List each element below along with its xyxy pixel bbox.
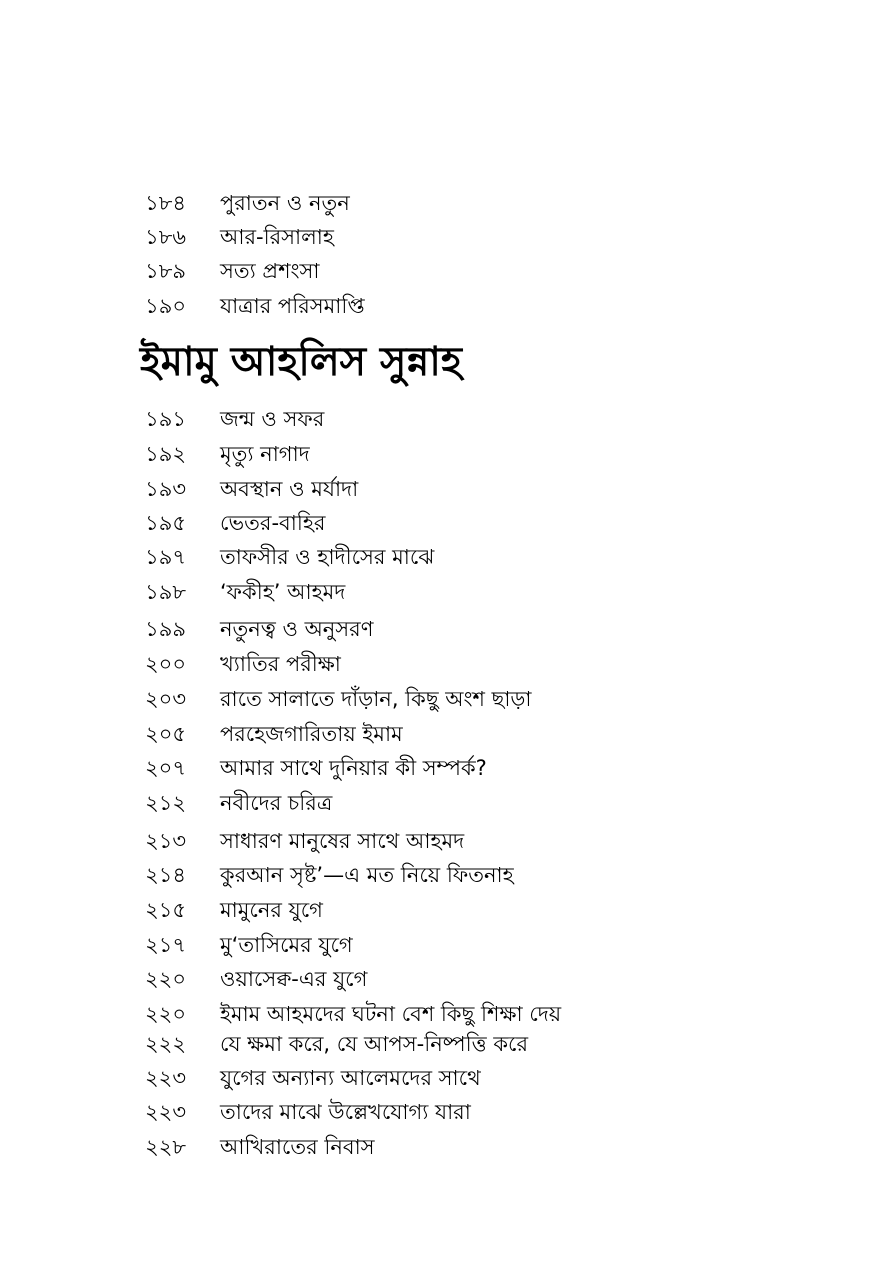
toc-entry — [0, 506, 870, 540]
entry-title: তাফসীর ও হাদীসের মাঝে — [220, 545, 435, 569]
entry-title: ভেতর-বাহির — [220, 511, 326, 535]
toc-entry — [0, 1095, 870, 1129]
page-number: ২০০ — [145, 652, 186, 676]
toc-entry — [0, 186, 870, 220]
section-heading: ইমামু আহলিস সুন্নাহ — [140, 339, 462, 385]
page-number: ২১৫ — [145, 898, 186, 922]
page-number: ২০৫ — [145, 722, 186, 746]
page-number: ১৮৪ — [145, 191, 186, 215]
toc-entry — [0, 472, 870, 506]
page-number: ১৯৫ — [145, 511, 186, 535]
toc-entry — [0, 1130, 870, 1164]
toc-entry — [0, 220, 870, 254]
toc-entry — [0, 893, 870, 927]
entry-title: তাদের মাঝে উল্লেখযোগ্য যারা — [220, 1100, 471, 1124]
toc-entry — [0, 1027, 870, 1061]
entry-title: জন্ম ও সফর — [220, 407, 325, 431]
entry-title: নবীদের চরিত্র — [220, 791, 333, 815]
page-number: ২২২ — [145, 1032, 186, 1056]
toc-entry — [0, 254, 870, 288]
toc-entry — [0, 682, 870, 716]
toc-entry — [0, 751, 870, 785]
toc-entry — [0, 962, 870, 996]
entry-title: যে ক্ষমা করে, যে আপস-নিষ্পত্তি করে — [220, 1032, 529, 1056]
entry-title: ‘ফকীহ’ আহমদ — [220, 580, 346, 604]
toc-entry — [0, 289, 870, 323]
toc-entry — [0, 540, 870, 574]
page-number: ১৯০ — [145, 294, 186, 318]
entry-title: নতুনত্ব ও অনুসরণ — [220, 617, 374, 641]
page-number: ১৯২ — [145, 442, 186, 466]
entry-title: ওয়াসেক্ব-এর যুগে — [220, 967, 368, 991]
entry-title: মু‘তাসিমের যুগে — [220, 933, 353, 957]
toc-entry — [0, 786, 870, 820]
page-number: ১৯৮ — [145, 580, 186, 604]
toc-entry — [0, 858, 870, 892]
page-number: ২২৩ — [145, 1066, 186, 1090]
page-number: ২১২ — [145, 791, 186, 815]
entry-title: মামুনের যুগে — [220, 898, 323, 922]
page-number: ১৯১ — [145, 407, 186, 431]
entry-title: মৃত্যু নাগাদ — [220, 442, 310, 466]
entry-title: আর-রিসালাহ — [220, 225, 334, 249]
entry-title: কুরআন সৃষ্ট’—এ মত নিয়ে ফিতনাহ — [220, 863, 514, 887]
toc-entry — [0, 1061, 870, 1095]
entry-title: ইমাম আহমদের ঘটনা বেশ কিছু শিক্ষা দেয় — [220, 1002, 562, 1026]
page-number: ২০৩ — [145, 687, 186, 711]
toc-entry — [0, 575, 870, 609]
page-number: ২১৪ — [145, 863, 186, 887]
toc-entry — [0, 437, 870, 471]
entry-title: পুরাতন ও নতুন — [220, 191, 350, 215]
toc-entry — [0, 824, 870, 858]
page-number: ২২০ — [145, 1002, 186, 1026]
page-number: ১৯৯ — [145, 617, 186, 641]
toc-entry — [0, 402, 870, 436]
entry-title: আখিরাতের নিবাস — [220, 1135, 375, 1159]
toc-entry — [0, 717, 870, 751]
page-number: ২২০ — [145, 967, 186, 991]
entry-title: যুগের অন্যান্য আলেমদের সাথে — [220, 1066, 481, 1090]
page-number: ১৯৩ — [145, 477, 186, 501]
entry-title: পরহেজগারিতায় ইমাম — [220, 722, 403, 746]
toc-entry — [0, 647, 870, 681]
entry-title: রাতে সালাতে দাঁড়ান, কিছু অংশ ছাড়া — [220, 687, 532, 711]
page-number: ২২৮ — [145, 1135, 186, 1159]
entry-title: অবস্থান ও মর্যাদা — [220, 477, 359, 501]
page-number: ১৮৯ — [145, 259, 186, 283]
toc-entry — [0, 928, 870, 962]
entry-title: যাত্রার পরিসমাপ্তি — [220, 294, 365, 318]
toc-entry — [0, 612, 870, 646]
page-number: ২০৭ — [145, 756, 186, 780]
page-number: ১৯৭ — [145, 545, 186, 569]
page-number: ২১৭ — [145, 933, 186, 957]
page-number: ২২৩ — [145, 1100, 186, 1124]
entry-title: সাধারণ মানুষের সাথে আহমদ — [220, 829, 465, 853]
entry-title: সত্য প্রশংসা — [220, 259, 320, 283]
page-number: ২১৩ — [145, 829, 186, 853]
entry-title: আমার সাথে দুনিয়ার কী সম্পর্ক? — [220, 756, 487, 780]
toc-entry — [0, 997, 870, 1031]
entry-title: খ্যাতির পরীক্ষা — [220, 652, 341, 676]
page-number: ১৮৬ — [145, 225, 186, 249]
